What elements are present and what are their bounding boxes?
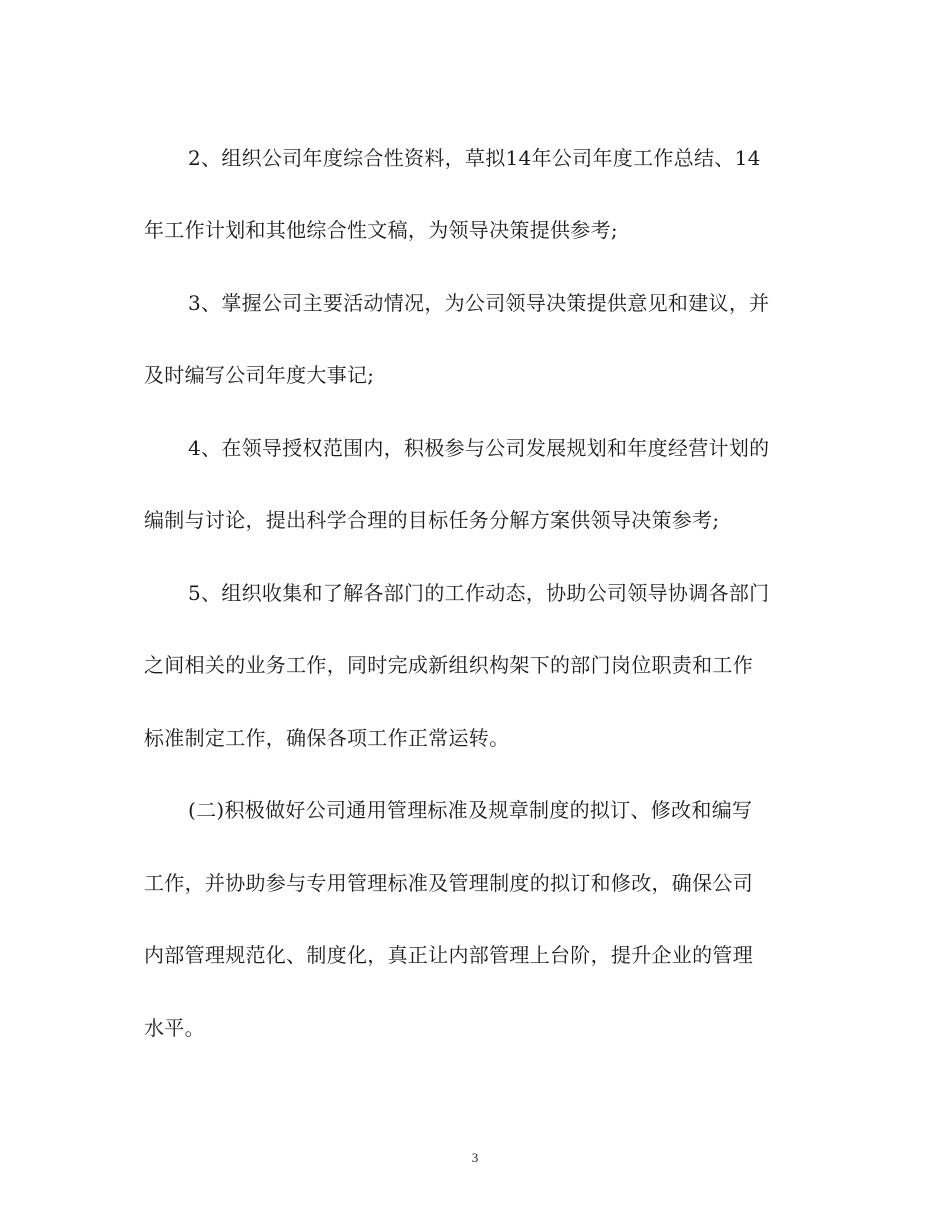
text-line: 年工作计划和其他综合性文稿，为领导决策提供参考; <box>144 218 618 242</box>
text-line: 之间相关的业务工作，同时完成新组织构架下的部门岗位职责和工作 <box>144 653 753 677</box>
text-line: 编制与讨论，提出科学合理的目标任务分解方案供领导决策参考; <box>144 508 720 532</box>
text-line: 5、组织收集和了解各部门的工作动态，协助公司领导协调各部门 <box>188 581 770 605</box>
text-line: 3、掌握公司主要活动情况，为公司领导决策提供意见和建议，并 <box>188 291 770 315</box>
text-line: 水平。 <box>144 1016 205 1040</box>
text-line: (二)积极做好公司通用管理标准及规章制度的拟订、修改和编写 <box>188 798 753 822</box>
text-line: 4、在领导授权范围内，积极参与公司发展规划和年度经营计划的 <box>188 436 770 460</box>
page-number: 3 <box>471 1150 479 1165</box>
text-line: 标准制定工作，确保各项工作正常运转。 <box>144 726 510 750</box>
text-line: 2、组织公司年度综合性资料，草拟14年公司年度工作总结、14 <box>188 146 761 170</box>
text-line: 内部管理规范化、制度化，真正让内部管理上台阶，提升企业的管理 <box>144 943 753 967</box>
text-line: 工作，并协助参与专用管理标准及管理制度的拟订和修改，确保公司 <box>144 871 753 895</box>
text-line: 及时编写公司年度大事记; <box>144 363 375 387</box>
